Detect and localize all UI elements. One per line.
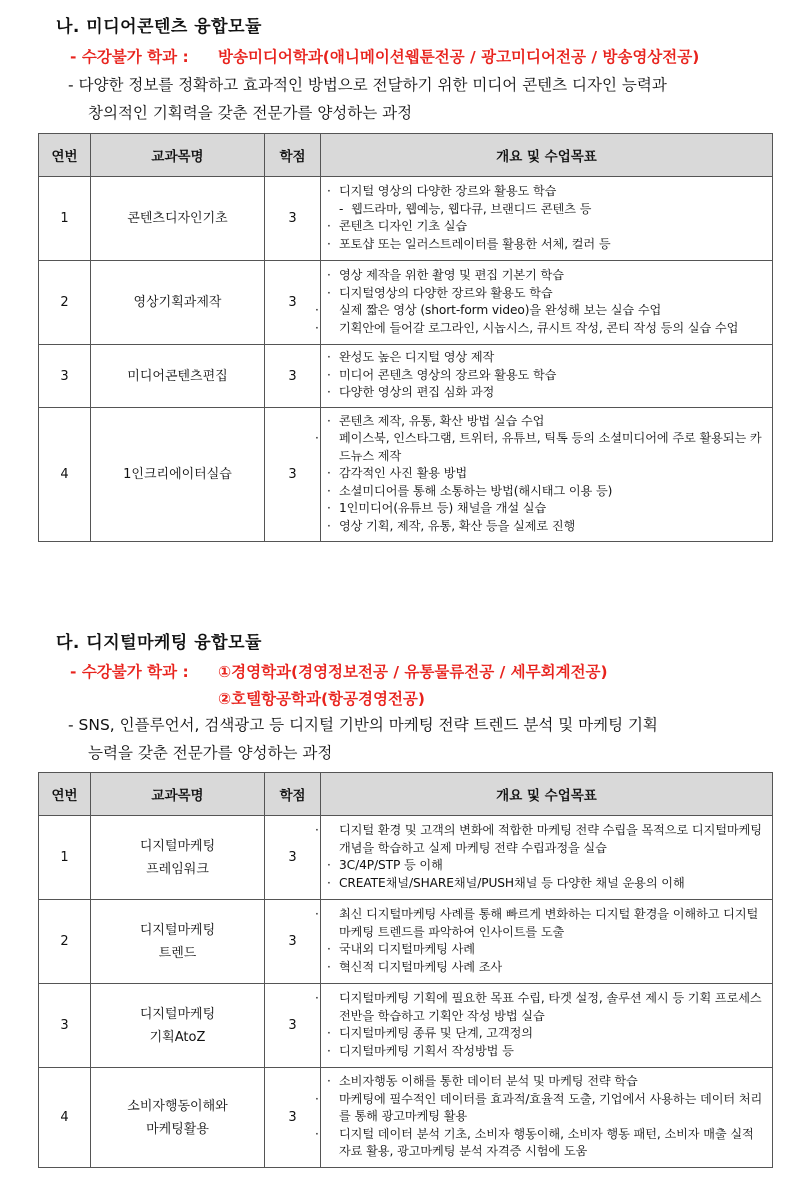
bullet-mark: · — [315, 431, 319, 446]
outline-item — [327, 413, 766, 431]
outline-item — [327, 384, 766, 402]
description-line: 능력을 갖춘 전문가를 양성하는 과정 — [88, 744, 333, 762]
cell-course-name — [91, 1068, 265, 1168]
bullet-mark: · — [315, 823, 319, 837]
restriction-label: - 수강불가 학과 : — [70, 663, 189, 681]
outline-item — [315, 1126, 766, 1161]
outline-item — [327, 267, 766, 285]
outline-text: 미디어 콘텐츠 영상의 장르와 활용도 학습 — [339, 367, 557, 382]
header-course-name: 교과목명 — [91, 134, 265, 177]
table-row — [39, 1068, 773, 1168]
outline-item — [327, 500, 766, 518]
cell-credit: 3 — [265, 984, 321, 1068]
bullet-mark: · — [327, 1043, 331, 1058]
bullet-mark: · — [315, 303, 319, 317]
outline-text: 콘텐츠 제작, 유통, 확산 방법 실습 수업 — [339, 413, 545, 428]
course-name-line: 영상기획과제작 — [133, 295, 222, 310]
header-outline: 개요 및 수업목표 — [321, 134, 773, 177]
outline-text: 페이스북, 인스타그램, 트위터, 유튜브, 틱톡 등의 소셜미디어에 주로 활용되는 카드뉴스 제작 — [339, 431, 762, 463]
table-row — [39, 816, 773, 900]
outline-text: 소셜미디어를 통해 소통하는 방법(해시태그 이용 등) — [339, 483, 613, 498]
cell-no: 2 — [39, 261, 91, 345]
outline-text: 디지털 데이터 분석 기초, 소비자 행동이해, 소비자 행동 패턴, 소비자 매출 실적 자료 활용, 광고마케팅 분석 자격증 시험에 도움 — [339, 1126, 754, 1159]
bullet-mark: · — [327, 285, 331, 300]
outline-text: CREATE채널/SHARE채널/PUSH채널 등 다양한 채널 운용의 이해 — [339, 875, 685, 890]
cell-outline — [315, 1068, 773, 1168]
bullet-mark: · — [315, 1091, 319, 1106]
cell-no: 2 — [39, 900, 91, 984]
outline-item — [315, 320, 766, 338]
outline-text: 디지털마케팅 기획에 필요한 목표 수립, 타겟 설정, 솔루션 제시 등 기획 프로세스 전반을 학습하고 기획안 작성 방법 실습 — [339, 991, 762, 1023]
outline-text: 디지털 환경 및 고객의 변화에 적합한 마케팅 전략 수립을 목적으로 디지털마케팅 개념을 학습하고 실제 마케팅 전략 수립과정을 실습 — [339, 823, 762, 855]
outline-text: 1인미디어(유튜브 등) 채널을 개설 실습 — [339, 501, 547, 516]
cell-course-name — [91, 261, 265, 345]
section-description — [68, 711, 783, 767]
bullet-mark: · — [327, 413, 331, 428]
restriction-line: ②호텔항공학과(항공경영전공) — [218, 690, 425, 708]
course-name-line: 1인크리에이터실습 — [123, 467, 232, 482]
bullet-mark: · — [327, 501, 331, 516]
cell-credit: 3 — [265, 816, 321, 900]
cell-no: 3 — [39, 345, 91, 408]
outline-text: 디지털마케팅 기획서 작성방법 등 — [339, 1043, 514, 1058]
course-name-line: 프레임워크 — [146, 861, 209, 877]
header-no: 연번 — [39, 134, 91, 177]
cell-no: 1 — [39, 177, 91, 261]
bullet-mark: · — [315, 907, 319, 921]
bullet-mark: · — [327, 483, 331, 498]
cell-outline — [315, 408, 773, 542]
outline-item — [327, 285, 766, 303]
section-description — [68, 71, 783, 127]
bullet-mark: · — [327, 466, 331, 481]
outline-text: 마케팅에 필수적인 데이터를 효과적/효율적 도출, 기업에서 사용하는 데이터 처리를 통해 광고마케팅 활용 — [339, 1091, 763, 1124]
outline-text: 다양한 영상의 편집 심화 과정 — [339, 385, 495, 400]
course-name-line: 콘텐츠디자인기초 — [127, 211, 228, 226]
outline-item — [327, 218, 766, 236]
bullet-mark: · — [327, 385, 331, 400]
outline-item — [327, 875, 766, 893]
bullet-mark: · — [327, 219, 331, 233]
header-credit: 학점 — [265, 773, 321, 816]
table-row — [39, 408, 773, 542]
bullet-mark: · — [327, 875, 331, 890]
table-row — [39, 177, 773, 261]
cell-credit: 3 — [265, 1068, 321, 1168]
bullet-mark: · — [327, 942, 331, 956]
cell-outline — [321, 345, 773, 408]
bullet-mark: · — [327, 184, 331, 198]
outline-item — [327, 1073, 766, 1091]
bullet-mark: · — [327, 1074, 331, 1089]
header-no: 연번 — [39, 773, 91, 816]
outline-item — [315, 302, 766, 320]
cell-course-name — [91, 984, 265, 1068]
cell-course-name — [91, 900, 265, 984]
course-name-line: 디지털마케팅 — [139, 838, 216, 854]
cell-outline — [315, 261, 773, 345]
cell-course-name — [91, 177, 265, 261]
outline-text: 웹드라마, 웹예능, 웹다큐, 브랜디드 콘텐츠 등 — [351, 201, 592, 216]
bullet-mark: · — [327, 367, 331, 382]
bullet-mark: · — [315, 991, 319, 1005]
cell-outline — [315, 816, 773, 900]
header-course-name: 교과목명 — [91, 773, 265, 816]
cell-course-name — [91, 816, 265, 900]
outline-item — [315, 822, 766, 857]
restriction-label: - 수강불가 학과 : — [70, 48, 189, 66]
restriction-line: 방송미디어학과(애니메이션웹툰전공 / 광고미디어전공 / 방송영상전공) — [218, 48, 700, 66]
outline-text: 디지털 영상의 다양한 장르와 활용도 학습 — [339, 184, 557, 198]
outline-item — [315, 430, 766, 465]
header-outline: 개요 및 수업목표 — [321, 773, 773, 816]
table-row — [39, 984, 773, 1068]
course-table — [38, 772, 773, 1168]
outline-item — [315, 1091, 766, 1126]
cell-credit: 3 — [265, 177, 321, 261]
description-line: 창의적인 기획력을 갖춘 전문가를 양성하는 과정 — [88, 104, 413, 122]
outline-text: 최신 디지털마케팅 사례를 통해 빠르게 변화하는 디지털 환경을 이해하고 디지털마케팅 트렌드를 파악하여 인사이트를 도출 — [339, 907, 759, 939]
outline-text: 디지털영상의 다양한 장르와 활용도 학습 — [339, 285, 553, 300]
course-name-line: 디지털마케팅 — [139, 922, 216, 938]
outline-text: 감각적인 사진 활용 방법 — [339, 466, 468, 481]
cell-course-name — [91, 408, 265, 542]
header-credit: 학점 — [265, 134, 321, 177]
outline-item — [327, 201, 766, 219]
outline-item — [327, 349, 766, 367]
section-title: 다. 디지털마케팅 융합모듈 — [56, 633, 262, 653]
outline-text: 혁신적 디지털마케팅 사례 조사 — [339, 959, 503, 974]
outline-item — [315, 906, 766, 941]
bullet-mark: · — [327, 268, 331, 282]
table-row — [39, 900, 773, 984]
bullet-mark: · — [327, 959, 331, 974]
table-row — [39, 261, 773, 345]
bullet-mark: · — [327, 1026, 331, 1040]
outline-item — [327, 465, 766, 483]
outline-item — [327, 483, 766, 501]
cell-no: 4 — [39, 1068, 91, 1168]
outline-item — [327, 183, 766, 201]
outline-item — [327, 959, 766, 977]
cell-outline — [315, 984, 773, 1068]
cell-no: 3 — [39, 984, 91, 1068]
bullet-mark: · — [315, 1126, 319, 1141]
outline-text: 디지털마케팅 종류 및 단계, 고객정의 — [339, 1026, 533, 1040]
bullet-mark: · — [327, 350, 331, 365]
outline-text: 국내외 디지털마케팅 사례 — [339, 942, 475, 956]
outline-text: 소비자행동 이해를 통한 데이터 분석 및 마케팅 전략 학습 — [339, 1074, 638, 1089]
outline-item — [327, 857, 766, 875]
outline-text: 3C/4P/STP 등 이해 — [339, 858, 443, 872]
outline-text: 실제 짧은 영상 (short-form video)을 완성해 보는 실습 수업 — [339, 303, 662, 317]
cell-no: 4 — [39, 408, 91, 542]
description-line: - SNS, 인플루언서, 검색광고 등 디지털 기반의 마케팅 전략 트렌드 분석 및 마케팅 기획 — [68, 716, 658, 734]
outline-item — [327, 236, 766, 254]
outline-text: 영상 제작을 위한 촬영 및 편집 기본기 학습 — [339, 268, 564, 282]
course-name-line: 트렌드 — [158, 945, 197, 961]
cell-no: 1 — [39, 816, 91, 900]
description-line: - 다양한 정보를 정확하고 효과적인 방법으로 전달하기 위한 미디어 콘텐츠 디자인 능력과 — [68, 76, 667, 94]
outline-text: 기획안에 들어갈 로그라인, 시놉시스, 큐시트 작성, 콘티 작성 등의 실습 수업 — [339, 320, 739, 335]
cell-outline — [315, 900, 773, 984]
outline-item — [327, 367, 766, 385]
outline-item — [327, 518, 766, 536]
course-name-line: 미디어콘텐츠편집 — [127, 368, 228, 384]
outline-text: 완성도 높은 디지털 영상 제작 — [339, 350, 495, 365]
course-name-line: 디지털마케팅 — [139, 1006, 216, 1022]
outline-item — [327, 1025, 766, 1043]
cell-credit: 3 — [265, 345, 321, 408]
bullet-mark: · — [315, 320, 319, 335]
outline-text: 콘텐츠 디자인 기초 실습 — [339, 219, 468, 233]
outline-text: 영상 기획, 제작, 유통, 확산 등을 실제로 진행 — [339, 518, 576, 533]
outline-item — [327, 941, 766, 959]
cell-outline — [321, 177, 773, 261]
course-name-line: 소비자행동이해와 — [127, 1098, 228, 1114]
outline-text: 포토샵 또는 일러스트레이터를 활용한 서체, 컬러 등 — [339, 236, 611, 251]
cell-credit: 3 — [265, 261, 321, 345]
bullet-mark: · — [327, 518, 331, 533]
bullet-mark: - — [339, 201, 344, 216]
section-title: 나. 미디어콘텐츠 융합모듈 — [56, 17, 262, 37]
bullet-mark: · — [327, 858, 331, 872]
outline-item — [327, 1043, 766, 1061]
bullet-mark: · — [327, 236, 331, 251]
course-table — [38, 133, 773, 542]
course-name-line: 기획AtoZ — [149, 1029, 206, 1045]
restriction-line: ①경영학과(경영정보전공 / 유통물류전공 / 세무회계전공) — [218, 663, 608, 681]
outline-item — [315, 990, 766, 1025]
cell-course-name — [91, 345, 265, 408]
course-name-line: 마케팅활용 — [146, 1121, 209, 1137]
cell-credit: 3 — [265, 900, 321, 984]
cell-credit: 3 — [265, 408, 321, 542]
table-row — [39, 345, 773, 408]
